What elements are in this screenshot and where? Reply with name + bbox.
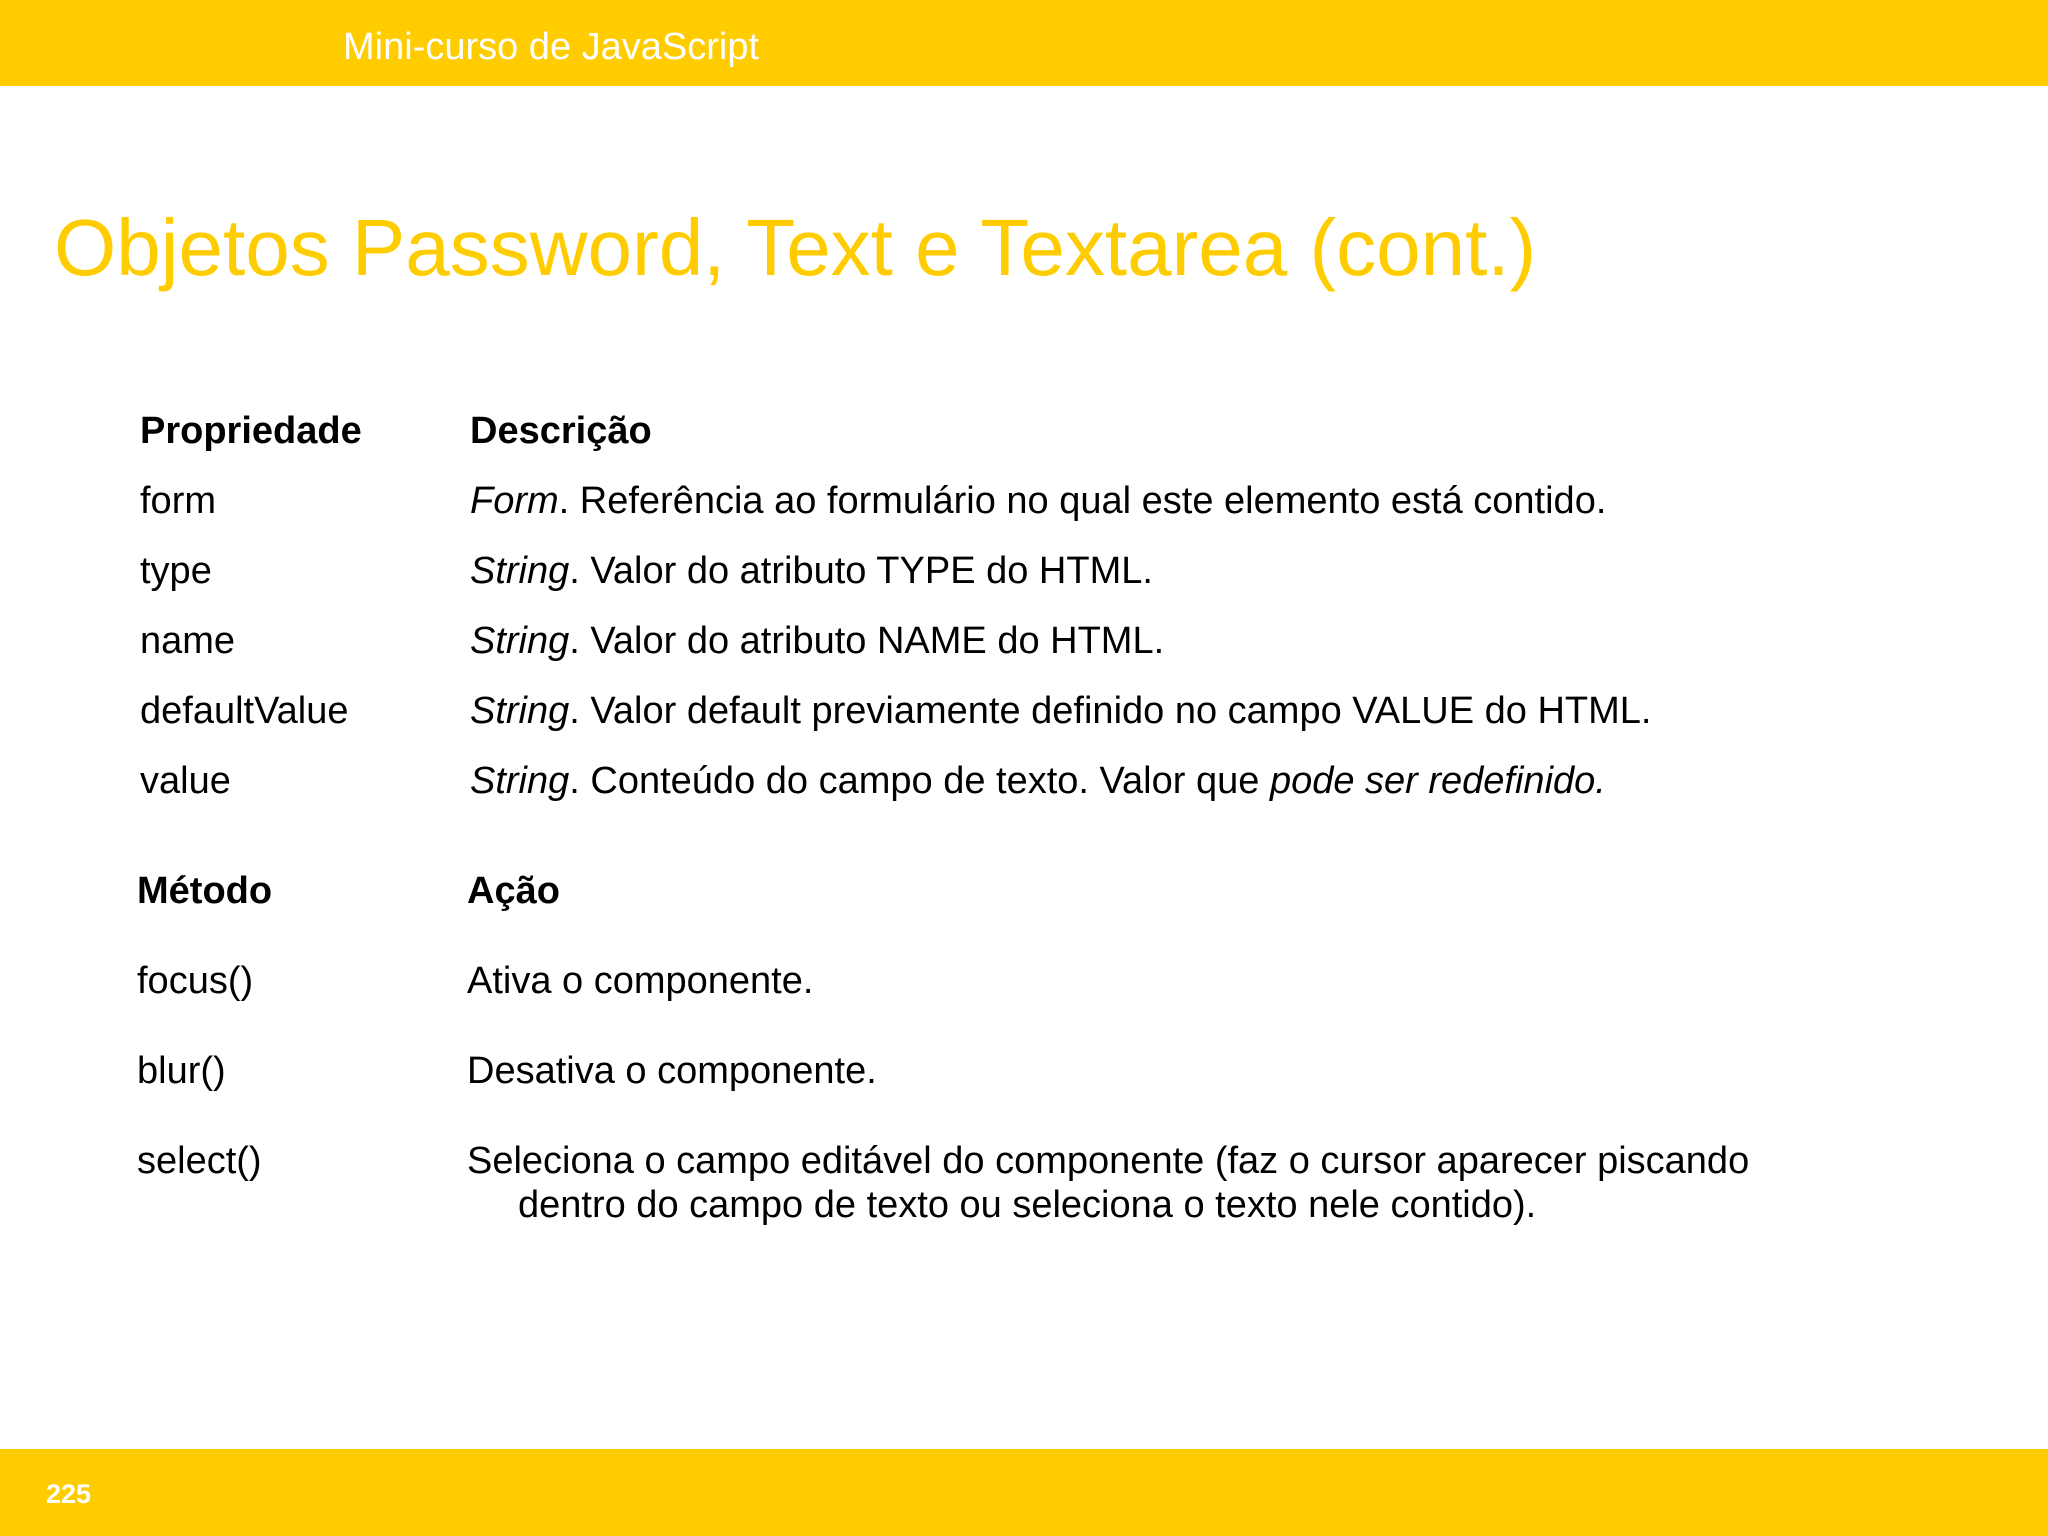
methods-header-action: Ação (467, 870, 560, 912)
property-name: form (140, 480, 216, 522)
property-desc-text: . Valor do atributo NAME do HTML. (569, 620, 1165, 662)
property-description (470, 548, 1153, 594)
property-desc-text: . Valor default previamente definido no campo VALUE do HTML. (569, 690, 1652, 732)
property-name: name (140, 620, 236, 662)
header-bar (0, 0, 2048, 86)
property-desc-text: . Referência ao formulário no qual este elemento está contido. (558, 480, 1607, 522)
property-name: value (140, 760, 231, 802)
property-type: String (470, 690, 570, 732)
slide-title: Objetos Password, Text e Textarea (cont.) (54, 203, 1537, 292)
property-description (470, 618, 1164, 664)
footer-bar (0, 1449, 2048, 1536)
property-description (470, 758, 1606, 804)
method-action: Desativa o componente. (467, 1050, 877, 1092)
method-action-continuation: dentro do campo de texto ou seleciona o texto nele contido). (518, 1184, 1537, 1226)
method-name: blur() (137, 1050, 226, 1092)
method-name: select() (137, 1140, 262, 1182)
property-name: defaultValue (140, 690, 349, 732)
methods-header-name: Método (137, 870, 273, 912)
property-desc-text: . Conteúdo do campo de texto. Valor que (569, 760, 1270, 802)
method-action: Ativa o componente. (467, 960, 814, 1002)
course-title: Mini-curso de JavaScript (343, 26, 760, 68)
property-desc-emphasis: pode ser redefinido. (1269, 760, 1606, 802)
property-description (470, 478, 1606, 524)
property-type: String (470, 550, 570, 592)
property-description (470, 688, 1651, 734)
property-type: String (470, 760, 570, 802)
property-type: String (470, 620, 570, 662)
page-number: 225 (46, 1479, 92, 1509)
method-name: focus() (137, 960, 254, 1002)
property-name: type (140, 550, 212, 592)
properties-header-description: Descrição (470, 410, 652, 452)
method-action: Seleciona o campo editável do componente (faz o cursor aparecer piscando (467, 1140, 1750, 1182)
property-desc-text: . Valor do atributo TYPE do HTML. (569, 550, 1153, 592)
property-type: Form (470, 480, 559, 522)
properties-header-name: Propriedade (140, 410, 362, 452)
